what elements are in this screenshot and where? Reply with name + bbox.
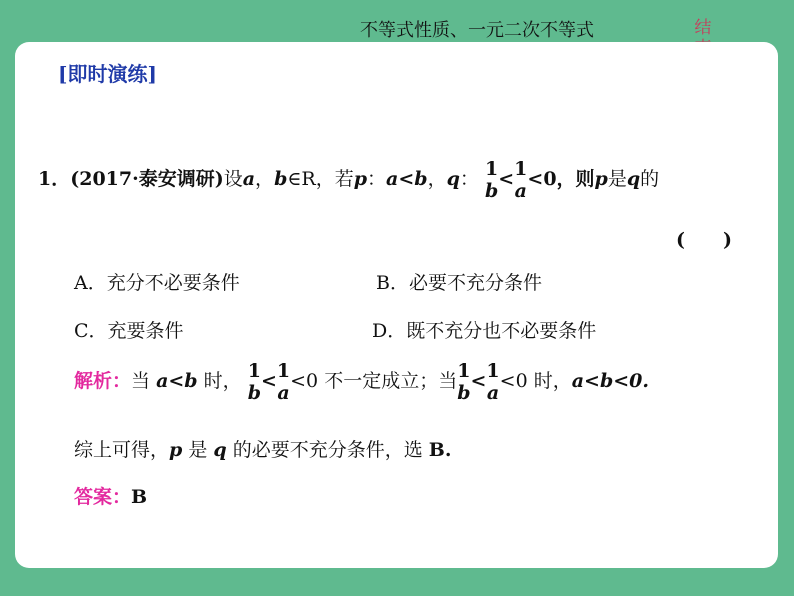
frac-num: 1 [457,360,471,382]
fraction-1-over-a [514,158,527,202]
de-text: 的 [640,168,660,190]
var-a: a [242,168,256,190]
frac-den: a [514,180,527,202]
frac-den: b [484,180,499,202]
var-b: b [274,168,288,190]
var-q: q [446,168,460,190]
question-source: (2017·泰安调研) [70,168,224,190]
frac-den: b [247,382,261,404]
var-p: p [169,439,183,461]
fraction-1-over-b [457,360,470,404]
frac-den: a [486,382,500,404]
frac-num: 1 [247,360,261,382]
fraction-1-over-b [485,158,498,202]
lt-zero: <0，则 [527,168,595,190]
analysis-text: 的必要不充分条件，选 [226,439,429,461]
var-p2: p [594,168,608,190]
fraction-1-over-a [486,360,499,404]
analysis-text: <0 不一定成立；当 [290,370,458,392]
analysis-line-1 [74,360,649,404]
analysis-choice: B. [428,439,452,461]
analysis-text: 时， [197,370,242,392]
in-r-text: ∈R，若 [287,168,354,190]
var-p: p [353,168,368,190]
less-than: < [470,370,487,392]
question-text: 设 [223,168,243,190]
less-than: < [260,370,277,392]
option-a[interactable]: A．充分不必要条件 [74,272,240,294]
less-than: < [498,168,515,190]
answer-paren: ( ) [676,229,732,251]
comma: ， [427,168,447,190]
analysis-text: 当 [131,370,157,392]
question-number: 1． [38,168,71,190]
option-d[interactable]: D．既不充分也不必要条件 [372,320,597,342]
option-b[interactable]: B．必要不充分条件 [376,272,542,294]
analysis-text: 是 [182,439,214,461]
comma: ， [255,168,275,190]
analysis-text: 综上可得， [74,439,170,461]
frac-num: 1 [484,158,499,180]
fraction-1-over-a [277,360,290,404]
analysis-conclusion: a<b<0. [571,370,649,392]
answer-label: 答案： [74,486,132,508]
cond-p: a<b [386,168,428,190]
end-button-line1: 结 [694,18,712,38]
frac-den: b [457,382,471,404]
is-text: 是 [607,168,627,190]
analysis-label: 解析： [74,370,132,392]
var-q: q [213,439,227,461]
colon: ： [459,168,479,190]
analysis-text: <0 时， [499,370,572,392]
frac-num: 1 [276,360,291,382]
frac-den: a [277,382,290,404]
section-heading: [即时演练] [58,62,157,86]
frac-num: 1 [514,158,528,180]
answer-line [74,482,147,509]
fraction-1-over-b [248,360,261,404]
question-line [38,158,659,202]
colon: ： [367,168,387,190]
option-c[interactable]: C．充要条件 [74,320,184,342]
answer-value: B [131,486,148,508]
analysis-line-2 [74,435,451,462]
frac-num: 1 [486,360,500,382]
header-title: 不等式性质、一元二次不等式 [360,20,594,41]
var-q2: q [626,168,641,190]
analysis-cond: a<b [156,370,198,392]
